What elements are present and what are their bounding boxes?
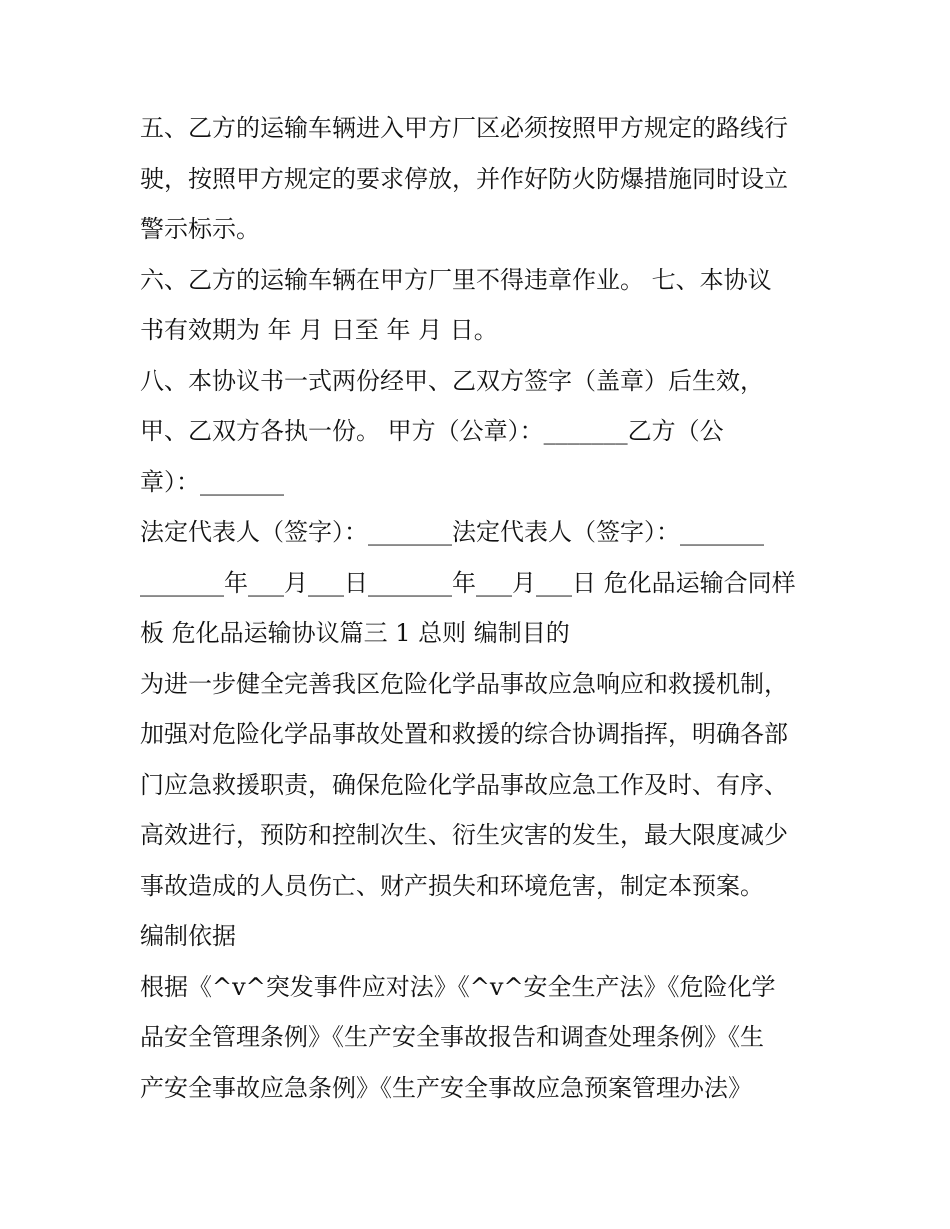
text-line: 产安全事故应急条例》《生产安全事故应急预案管理办法》 <box>140 1073 752 1102</box>
text-line: 章）：_______ <box>140 467 284 496</box>
text-line: 驶，按照甲方规定的要求停放，并作好防火防爆措施同时设立 <box>140 164 788 193</box>
text-line: _______年___月___日_______年___月___日 危化品运输合同样 <box>140 568 796 597</box>
text-line: 警示标示。 <box>140 215 260 243</box>
text-line: 甲、乙双方各执一份。 甲方（公章）：_______乙方（公 <box>140 417 724 445</box>
text-line: 法定代表人（签字）：_______法定代表人（签字）：_______ <box>140 518 764 546</box>
text-line: 根据《^v^突发事件应对法》《^v^安全生产法》《危险化学 <box>140 972 776 1001</box>
text-line: 品安全管理条例》《生产安全事故报告和调查处理条例》《生 <box>140 1023 764 1051</box>
section-heading: 编制依据 <box>140 922 236 950</box>
text-line: 为进一步健全完善我区危险化学品事故应急响应和救援机制， <box>140 669 788 698</box>
text-line: 事故造成的人员伤亡、财产损失和环境危害，制定本预案。 <box>140 871 764 900</box>
text-line: 高效进行，预防和控制次生、衍生灾害的发生，最大限度减少 <box>140 821 788 849</box>
text-line: 六、乙方的运输车辆在甲方厂里不得违章作业。 七、本协议 <box>140 265 772 294</box>
text-line: 五、乙方的运输车辆进入甲方厂区必须按照甲方规定的路线行 <box>140 114 788 142</box>
text-line: 板 危化品运输协议篇三 1 总则 编制目的 <box>140 619 570 647</box>
document-body <box>140 103 830 1113</box>
text-line: 门应急救援职责，确保危险化学品事故应急工作及时、有序、 <box>140 770 788 799</box>
text-line: 八、本协议书一式两份经甲、乙双方签字（盖章）后生效， <box>140 366 764 395</box>
text-line: 加强对危险化学品事故处置和救援的综合协调指挥，明确各部 <box>140 720 788 748</box>
text-line: 书有效期为 年 月 日至 年 月 日。 <box>140 316 498 344</box>
